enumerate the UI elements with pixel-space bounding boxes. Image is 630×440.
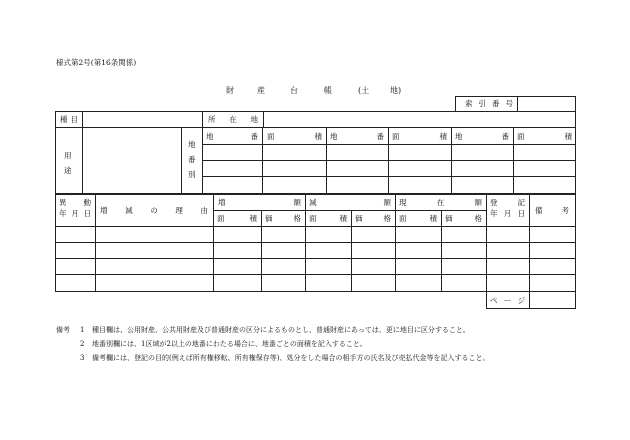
title-char: (土: [358, 86, 370, 95]
change-date-header: 異 動 年 月 日: [59, 198, 91, 218]
title-char: 帳: [324, 86, 332, 95]
remarks-header: 備 考: [535, 206, 569, 215]
notes-prefix: 備考: [56, 326, 70, 334]
note-text: 地番別欄には、1区域が2以上の地番にわたる場合に、地番ごとの面積を記入すること。: [92, 340, 367, 348]
registry-date-header: 登 記 年 月 日: [490, 198, 525, 218]
decrease-header: 減 額: [309, 198, 391, 207]
area-header: 面 積: [517, 132, 572, 141]
page-label: ペ ー ジ: [490, 296, 525, 305]
title-char: 産: [257, 86, 265, 95]
current-amount-header: 現 在 額: [399, 198, 482, 207]
note-number: 3: [80, 354, 85, 362]
price-subheader: 価 格: [265, 214, 301, 223]
area-header: 面 積: [392, 132, 447, 141]
area-header: 面 積: [267, 132, 322, 141]
page-title: [226, 85, 411, 95]
note-text: 備考欄には、登記の目的(例えば所有権移転、所有権保存等)、処分をした場合の相手方の氏名及び売払代金等を記入すること。: [92, 354, 490, 362]
price-subheader: 価 格: [355, 214, 391, 223]
form-number: 様式第2号(第16条関係): [56, 58, 137, 67]
lot-header: 地 番: [206, 132, 258, 141]
use-label: 用 途: [64, 151, 72, 175]
area-subheader: 面 積: [399, 214, 437, 223]
price-subheader: 価 格: [445, 214, 482, 223]
location-label: 所 在 地: [208, 115, 258, 124]
area-subheader: 面 積: [309, 214, 347, 223]
lot-number-label: 地 番 別: [188, 140, 196, 179]
title-char: 地): [390, 86, 402, 95]
area-subheader: 面 積: [217, 214, 257, 223]
lot-header: 地 番: [330, 132, 384, 141]
kind-label: 種 目: [60, 115, 78, 124]
title-char: 台: [290, 86, 298, 95]
title-char: 財: [226, 86, 234, 95]
note-text: 種目欄は、公用財産、公共用財産及び普通財産の区分によるものとし、普通財産にあっては、更に地目に区分すること。: [92, 326, 470, 334]
increase-header: 増 額: [218, 198, 301, 207]
reason-header: 増 減 の 理 由: [100, 206, 208, 215]
lot-header: 地 番: [455, 132, 509, 141]
index-number-label: 索 引 番 号: [465, 99, 513, 108]
note-number: 2: [80, 340, 85, 348]
note-number: 1: [80, 326, 85, 334]
